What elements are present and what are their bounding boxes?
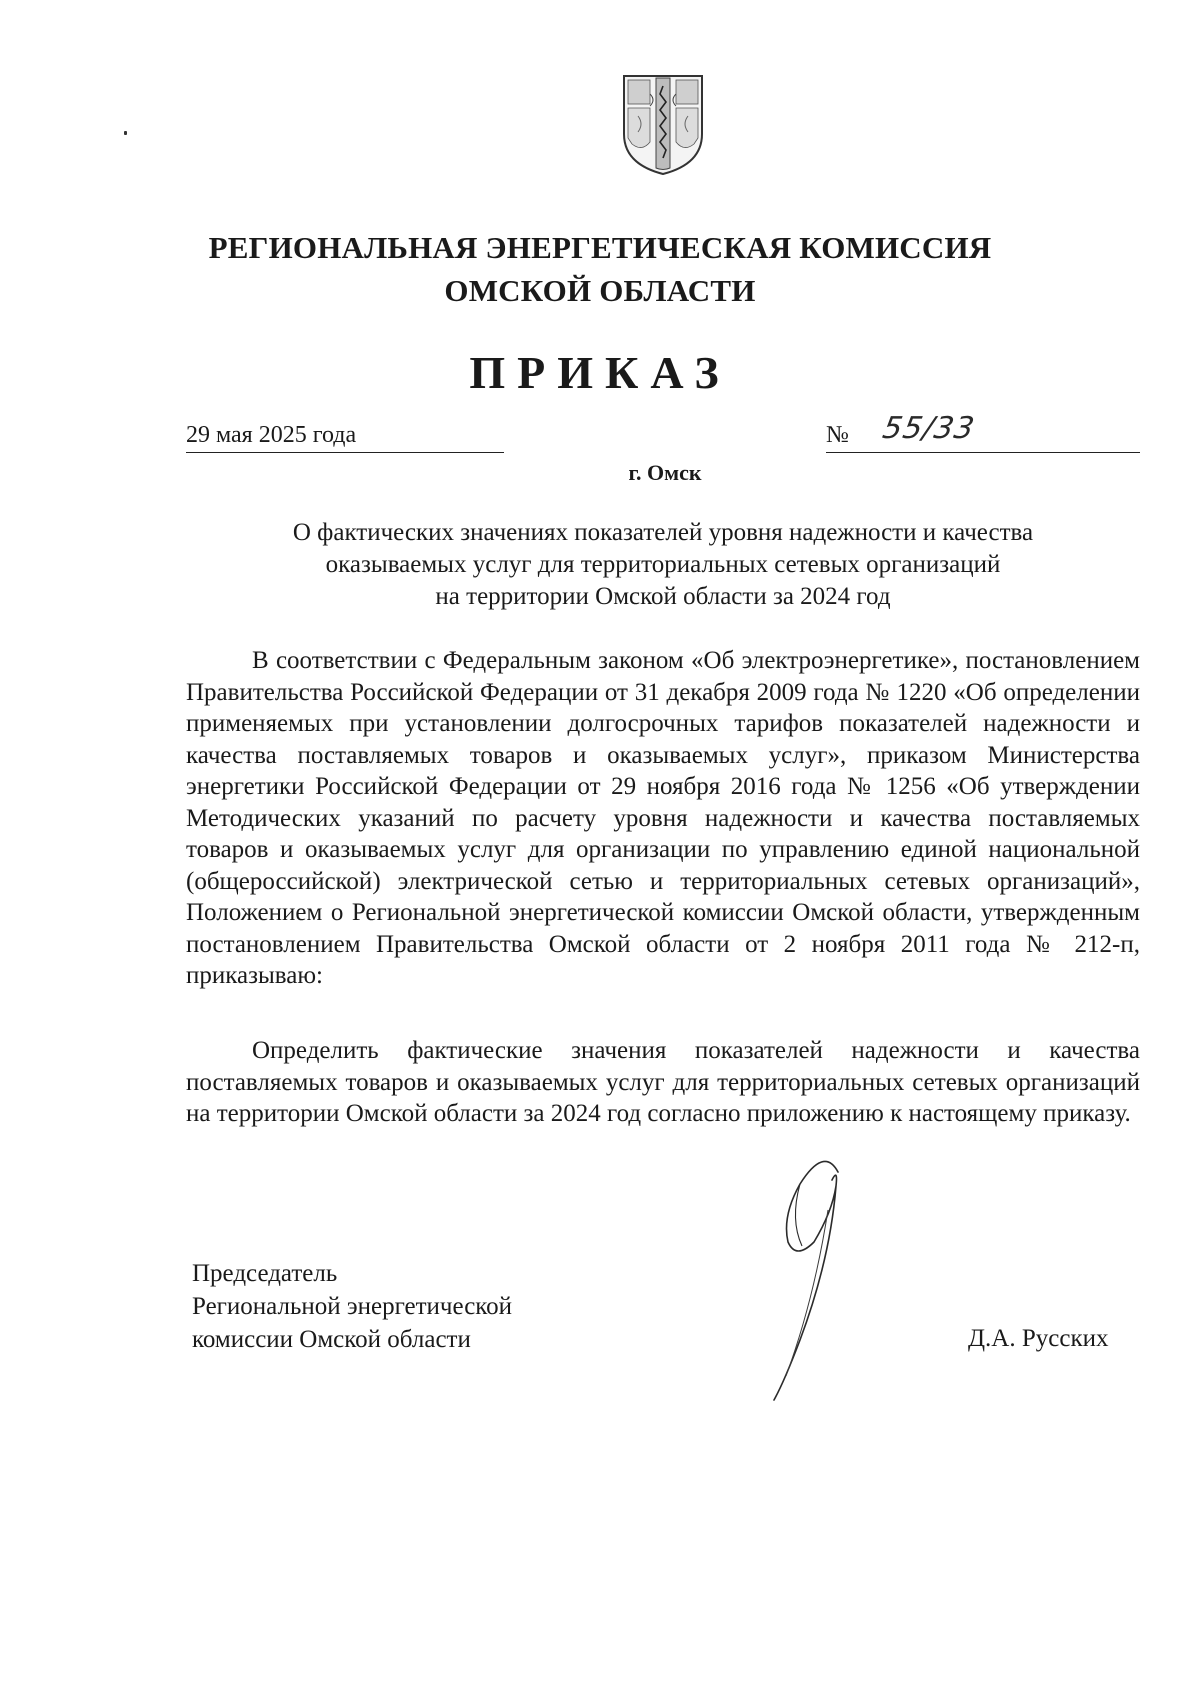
handwritten-signature-icon bbox=[740, 1150, 860, 1410]
org-name-line2: ОМСКОЙ ОБЛАСТИ bbox=[444, 273, 756, 308]
order-number bbox=[826, 411, 1140, 453]
body-paragraph-basis: В соответствии с Федеральным законом «Об электроэнергетике», постановлением Правительства Российской Федерации от 31 декабря 2009 года № 1220 «Об определении применяемых при установлении долгосрочных тарифов показателей надежности и качества поставляемых товаров и оказываемых услуг», приказом Министерства энергетики Российской Федерации от 29 ноября 2016 года № 1256 «Об утверждении Методических указаний по расчету уровня надежности и качества поставляемых товаров и оказываемых услуг для организации по управлению единой национальной (общероссийской) электрической сетью и территориальных сетевых организаций», Положением о Региональной энергетической комиссии Омской области, утвержденным постановлением Правительства Омской области от 2 ноября 2011 года № 212-п, приказываю: bbox=[186, 647, 1140, 989]
omsk-coat-of-arms-icon bbox=[620, 72, 706, 178]
signatory-name: Д.А. Русских bbox=[968, 1325, 1109, 1352]
signatory-title-line: комиссии Омской области bbox=[192, 1326, 471, 1353]
order-date-text: 29 мая 2025 года bbox=[186, 422, 357, 448]
body-paragraph-decision: Определить фактические значения показателей надежности и качества поставляемых товаров и оказываемых услуг для территориальных сетевых организаций на территории Омской области за 2024 год согласно приложению к настоящему приказу. bbox=[186, 1037, 1140, 1127]
city-label: г. Омск bbox=[628, 460, 702, 485]
order-number-handwritten: 55/33 bbox=[880, 411, 978, 446]
order-date bbox=[186, 418, 504, 453]
subject-line: оказываемых услуг для территориальных сетевых организаций bbox=[325, 551, 1001, 578]
signatory-title-line: Региональной энергетической bbox=[192, 1293, 513, 1320]
subject-line: О фактических значениях показателей уровня надежности и качества bbox=[292, 519, 1034, 546]
number-sign: № bbox=[826, 422, 849, 448]
org-name-line1: РЕГИОНАЛЬНАЯ ЭНЕРГЕТИЧЕСКАЯ КОМИССИЯ bbox=[208, 230, 992, 265]
scan-speck bbox=[124, 131, 127, 135]
signatory-title bbox=[192, 1257, 512, 1356]
document-type-title: ПРИКАЗ bbox=[469, 347, 731, 398]
order-subject bbox=[186, 517, 1140, 613]
signatory-title-line: Председатель bbox=[192, 1260, 338, 1287]
subject-line: на территории Омской области за 2024 год bbox=[435, 583, 891, 610]
